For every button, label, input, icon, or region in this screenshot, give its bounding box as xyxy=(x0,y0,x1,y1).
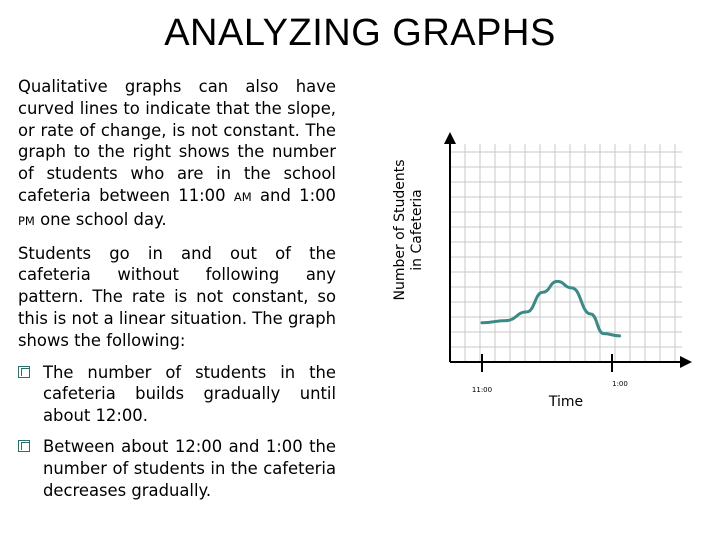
body-text xyxy=(18,76,336,510)
students-graph xyxy=(380,130,700,430)
y-axis-label-line2: in Cafeteria xyxy=(409,189,425,271)
pm-label: PM xyxy=(18,213,35,228)
bullet-item xyxy=(18,362,336,427)
intro-text-3: one school day. xyxy=(34,209,167,229)
bullet-text: The number of students in the cafeteria builds gradually until about 12:00. xyxy=(43,362,336,426)
x-axis-label: Time xyxy=(548,394,584,410)
tick-label-left: 11:00 xyxy=(471,386,493,394)
y-axis-arrow-icon xyxy=(444,132,456,144)
x-axis-arrow-icon xyxy=(680,356,692,368)
tick-label-right: 1:00 xyxy=(612,380,628,388)
bullet-item xyxy=(18,436,336,501)
y-axis-label-line1: Number of Students xyxy=(392,159,408,301)
am-label: AM xyxy=(233,189,252,204)
checkbox-bullet-icon xyxy=(18,440,30,452)
intro-paragraph xyxy=(18,76,336,233)
bullet-text: Between about 12:00 and 1:00 the number of students in the cafeteria decreases gradually. xyxy=(43,436,336,500)
page-title: ANALYZING GRAPHS xyxy=(164,12,556,54)
y-axis-label xyxy=(392,159,425,300)
data-line xyxy=(482,281,620,336)
checkbox-bullet-icon xyxy=(18,366,30,378)
pattern-paragraph: Students go in and out of the cafeteria without following any pattern. The rate is not constant, so this is not a linear situation. The graph shows the following: xyxy=(18,243,336,350)
graph-grid xyxy=(450,144,682,362)
intro-text-1: Qualitative graphs can also have curved lines to indicate that the slope, or rate of change, is not constant. The graph to the right shows the number of students who are in the school cafeteria between 11:00 xyxy=(18,77,336,205)
intro-text-2: and 1:00 xyxy=(251,185,336,205)
